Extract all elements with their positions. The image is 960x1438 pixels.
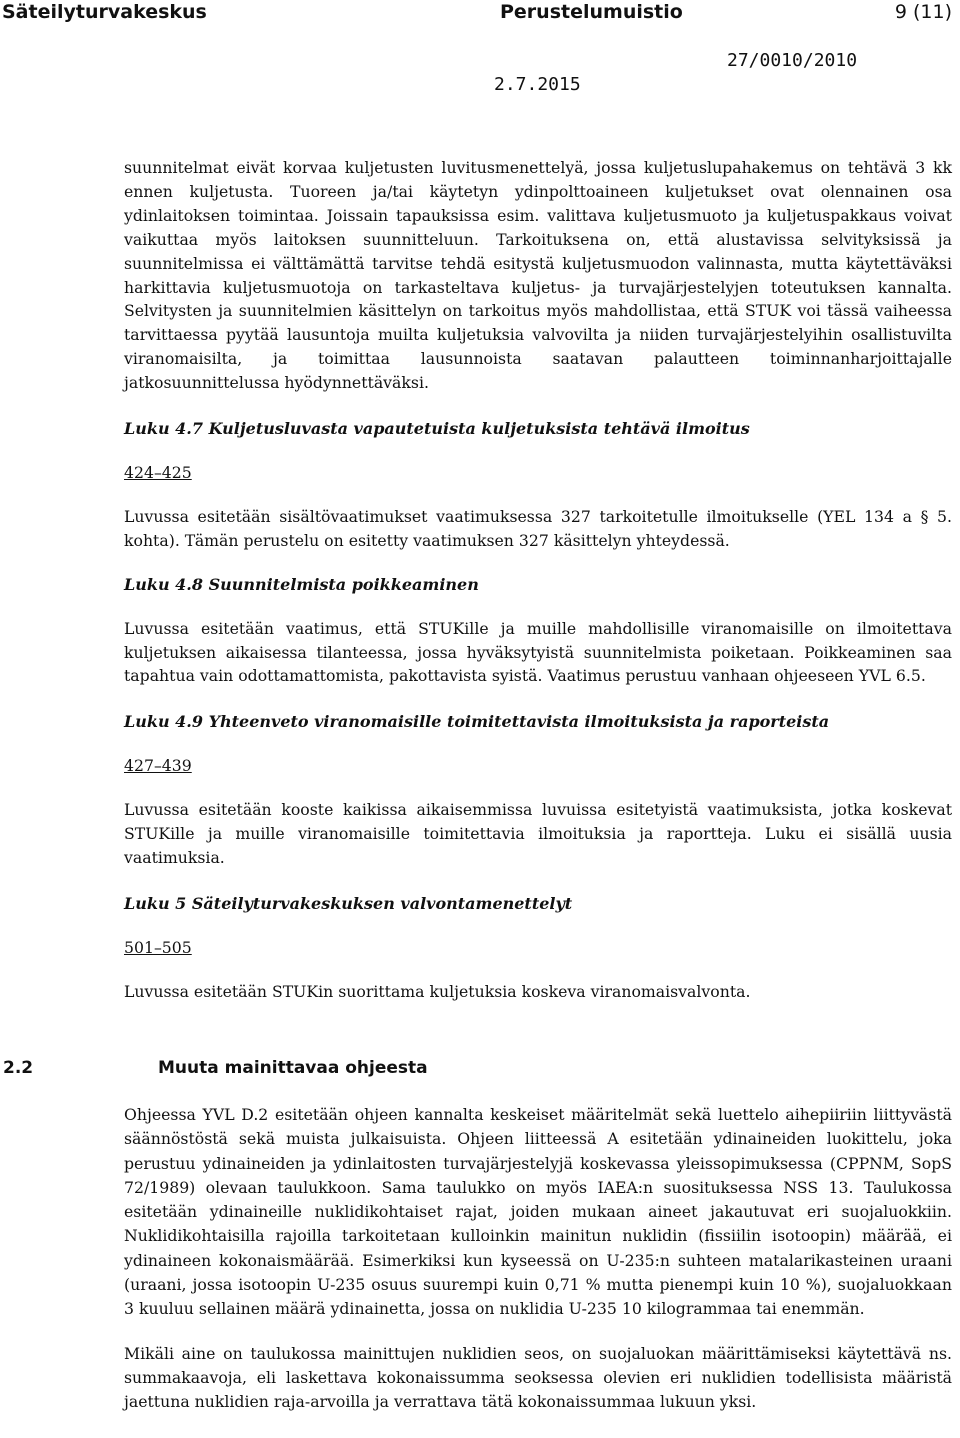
requirement-refs: 424–425	[124, 462, 192, 482]
document-date: 2.7.2015	[494, 74, 581, 95]
chapter-text: Luvussa esitetään vaatimus, että STUKille ja muille mahdollisille viranomaisille on ilmoitettava kuljetuksen aikaisessa tilanteessa, jossa hyväksytyistä suunnitelmista poiketaan. Poikkeaminen saa tapahtua vain odottamattomista, pakottavista syistä. Vaatimus perustuu vanhaan ohjeeseen YVL 6.5.	[124, 618, 952, 686]
intro-paragraph: suunnitelmat eivät korvaa kuljetusten luvitusmenettelyä, jossa kuljetuslupahakemus on tehtävä 3 kk ennen kuljetusta. Tuoreen ja/tai käytetyn ydinpolttoaineen kuljetukset ovat olennainen osa ydinlaitoksen toimintaa. Joissain tapauksissa esim. valittava kuljetusmuoto ja kuljetuspakkaus voivat vaikuttaa myös laitoksen suunnitteluun. Tarkoituksena on, että alustavissa selvityksissä ja suunnitelmissa ei välttämättä tarvitse tehdä esitystä kuljetusmuodon valinnasta, mutta käytettäväksi harkittavia kuljetusmuotoja on tarkasteltava kuljetus- ja turvajärjestelyjen toteutuksen kannalta. Selvitysten ja suunnitelmien käsittelyn on tarkoitus myös mahdollistaa, että STUK voi tässä vaiheessa tarvittaessa pyytää lausuntoja muilta kuljetuksia valvovilta ja niiden turvajärjestelyihin osallistuvilta viranomaisilta, ja toimittaa lausunnoista saatavan palautteen toiminnanharjoittajalle jatkosuunnittelussa hyödynnettäväksi.	[124, 158, 952, 393]
chapter-heading: Luku 4.9 Yhteenveto viranomaisille toimitettavista ilmoituksista ja raporteista	[124, 712, 830, 732]
chapter-heading: Luku 4.7 Kuljetusluvasta vapautetuista kuljetuksista tehtävä ilmoitus	[124, 419, 750, 439]
organization-name: Säteilyturvakeskus	[2, 1, 207, 23]
section-body	[124, 1103, 952, 1415]
section-title: Muuta mainittavaa ohjeesta	[158, 1058, 428, 1078]
chapter-heading: Luku 4.8 Suunnitelmista poikkeaminen	[124, 574, 479, 594]
chapter-heading: Luku 5 Säteilyturvakeskuksen valvontamenettelyt	[124, 893, 573, 913]
requirement-refs: 427–439	[124, 756, 192, 776]
section-paragraph: Ohjeessa YVL D.2 esitetään ohjeen kannalta keskeiset määritelmät sekä luettelo aihepiiriin liittyvästä säännöstöstä sekä muista julkaisuista. Ohjeen liitteessä A esitetään ydinaineiden luokittelu, joka perustuu ydinaineiden ja ydinlaitosten turvajärjestelyjä koskevassa yleissopimuksessa (CPPNM, SopS 72/1989) olevaan taulukkoon. Sama taulukko on myös IAEA:n suosituksessa NSS 13. Taulukossa esitetään ydinaineille nuklidikohtaiset rajat, joiden mukaan aineet jakautuvat eri suojaluokkiin. Nuklidikohtaisilla rajoilla tarkoitetaan kulloinkin mainitun nuklidin (fissiilin isotoopin) määrää, ei ydinaineen kokonaismäärää. Esimerkiksi kun kyseessä on U-235:n suhteen matalarikasteinen uraani (uraani, jossa isotoopin U-235 osuus suurempi kuin 0,71 % mutta pienempi kuin 10 %), suojaluokkaan 3 kuuluu sellainen määrä ydinainetta, jossa on nuklidia U-235 10 kilogrammaa tai enemmän.	[124, 1105, 952, 1319]
chapter-text: Luvussa esitetään STUKin suorittama kuljetuksia koskeva viranomaisvalvonta.	[124, 981, 751, 1001]
page-number: 9 (11)	[894, 1, 952, 23]
document-reference: 27/0010/2010	[727, 50, 858, 71]
document-body	[124, 156, 952, 1004]
section-paragraph: Mikäli aine on taulukossa mainittujen nuklidien seos, on suojaluokan määrittämiseksi käytettävä ns. summakaavoja, eli laskettava kokonaissumma seoksessa olevien eri nuklidien todellisista määristä jaettuna nuklidien raja-arvoilla ja verrattava tätä kokonaissummaa lukuun yksi.	[124, 1343, 952, 1412]
requirement-refs: 501–505	[124, 937, 192, 957]
section-number: 2.2	[3, 1058, 34, 1078]
page-header	[0, 0, 960, 100]
document-type: Perustelumuistio	[500, 1, 683, 23]
chapter-text: Luvussa esitetään sisältövaatimukset vaatimuksessa 327 tarkoitetulle ilmoitukselle (YEL 134 a § 5. kohta). Tämän perustelu on esitetty vaatimuksen 327 käsittelyn yhteydessä.	[124, 506, 952, 550]
chapter-text: Luvussa esitetään kooste kaikissa aikaisemmissa luvuissa esitetyistä vaatimuksista, jotka koskevat STUKille ja muille viranomaisille toimitettavia ilmoituksia ja raportteja. Luku ei sisällä uusia vaatimuksia.	[124, 800, 952, 867]
